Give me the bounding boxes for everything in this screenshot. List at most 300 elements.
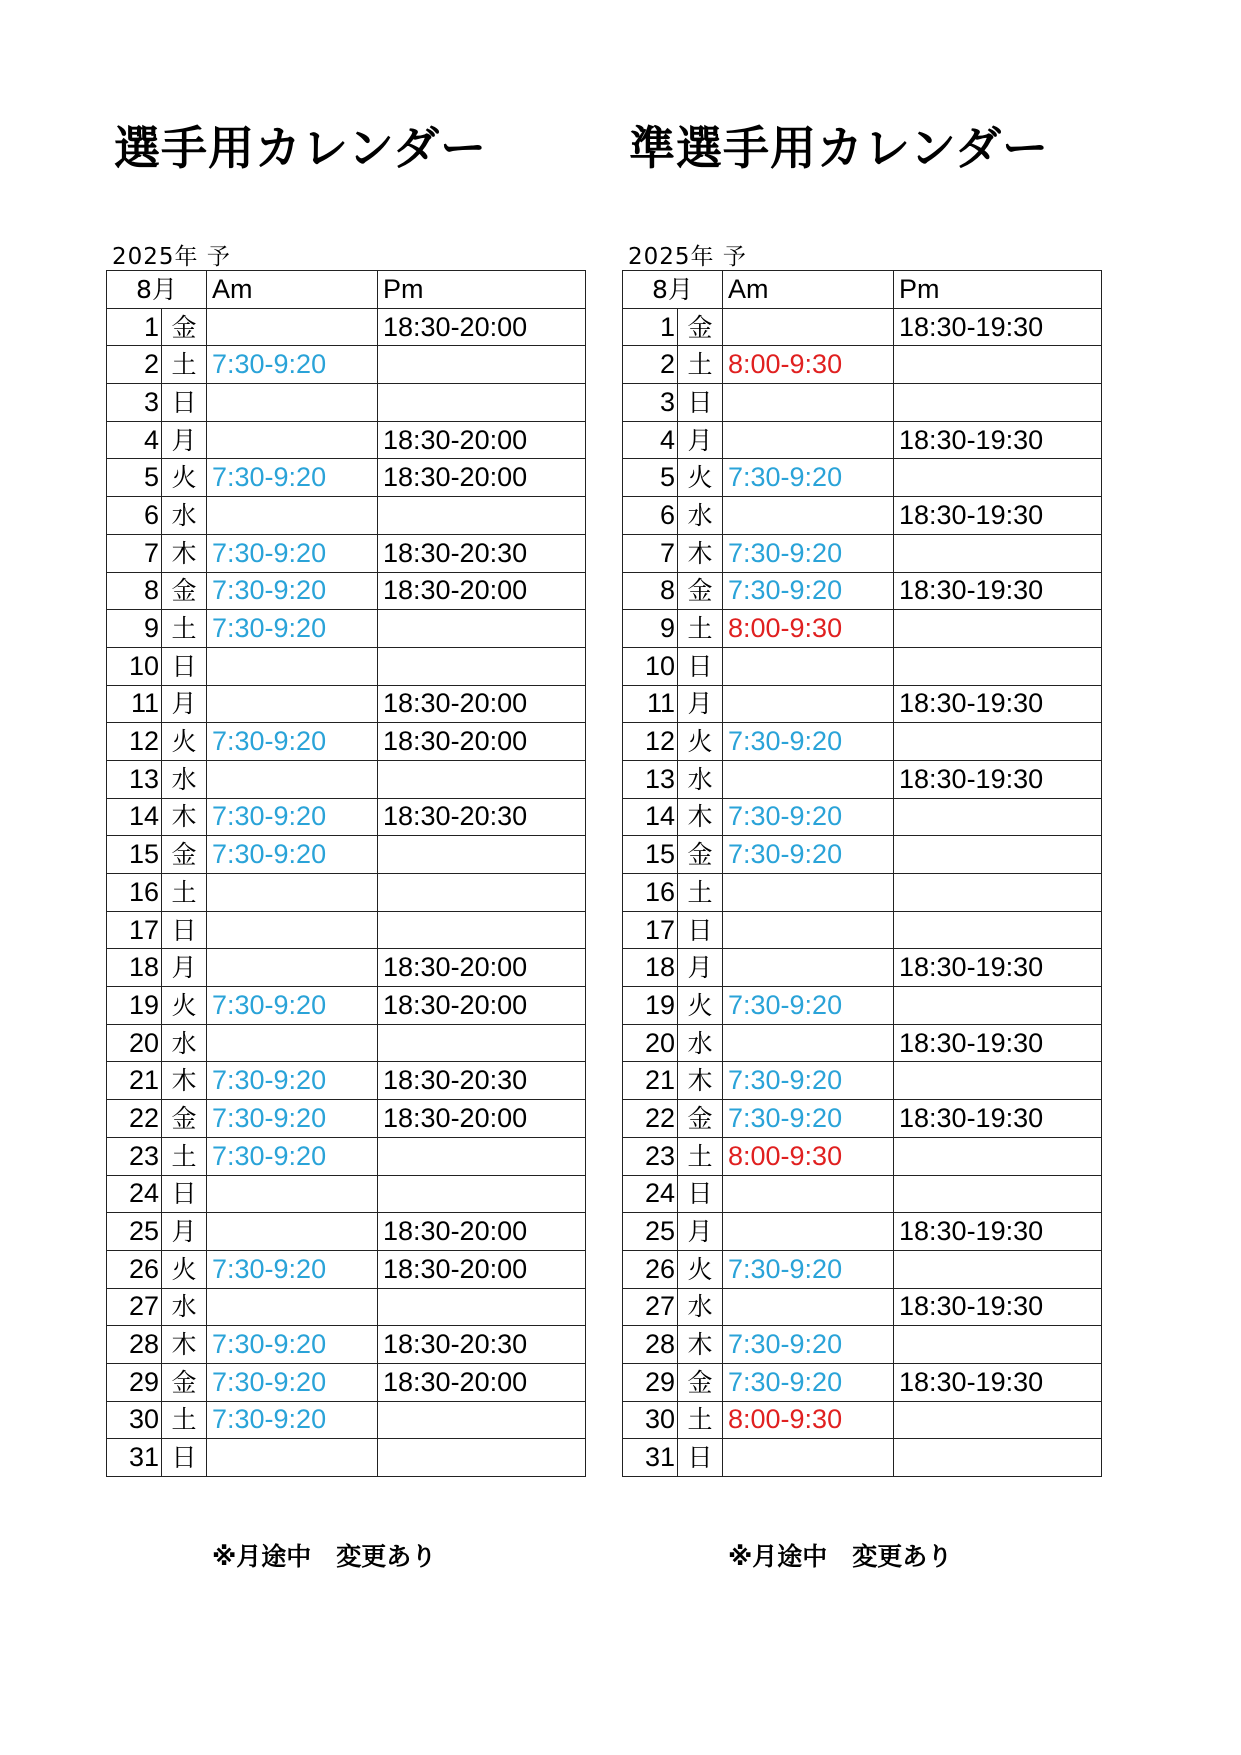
weekday: 木 [678,1062,723,1100]
day-number: 24 [623,1175,678,1213]
pm-time: 18:30-20:00 [378,949,586,987]
table-row [107,497,586,535]
table-row [623,1439,1102,1477]
pm-time [378,1439,586,1477]
pm-time [378,911,586,949]
pm-time: 18:30-19:30 [894,1100,1102,1138]
pm-column-header: Pm [894,271,1102,309]
am-time [723,1213,894,1251]
weekday: 金 [162,308,207,346]
am-time [723,308,894,346]
change-note: ※月途中 変更あり [728,1542,953,1571]
pm-time [894,836,1102,874]
am-time [723,874,894,912]
day-number: 2 [623,346,678,384]
pm-column-header: Pm [378,271,586,309]
table-row [623,1213,1102,1251]
am-time [207,760,378,798]
am-time: 7:30-9:20 [207,1062,378,1100]
weekday: 金 [162,1363,207,1401]
day-number: 5 [623,459,678,497]
pm-time: 18:30-20:30 [378,1062,586,1100]
am-time: 7:30-9:20 [207,1137,378,1175]
pm-time: 18:30-20:30 [378,1326,586,1364]
weekday: 火 [162,1250,207,1288]
am-time: 7:30-9:20 [723,836,894,874]
day-number: 16 [623,874,678,912]
weekday: 水 [678,1288,723,1326]
pm-time [378,1175,586,1213]
table-row [107,572,586,610]
pm-time: 18:30-20:00 [378,1100,586,1138]
weekday: 日 [678,384,723,422]
pm-time [894,1250,1102,1288]
pm-time [894,384,1102,422]
table-row [107,1326,586,1364]
am-time: 7:30-9:20 [723,534,894,572]
schedule-table [106,270,586,1477]
pm-time [894,610,1102,648]
pm-time [378,836,586,874]
table-row [107,1363,586,1401]
am-time [207,421,378,459]
day-number: 16 [107,874,162,912]
weekday: 土 [678,874,723,912]
table-row [107,1439,586,1477]
pm-time: 18:30-19:30 [894,497,1102,535]
day-number: 10 [107,647,162,685]
am-time [207,647,378,685]
am-time: 7:30-9:20 [207,987,378,1025]
am-time [207,308,378,346]
table-row [623,1137,1102,1175]
am-time: 7:30-9:20 [723,798,894,836]
pm-time: 18:30-19:30 [894,1363,1102,1401]
table-row [107,685,586,723]
weekday: 金 [162,1100,207,1138]
table-row [623,949,1102,987]
am-time [207,911,378,949]
pm-time [894,1062,1102,1100]
table-row [107,384,586,422]
pm-time: 18:30-20:00 [378,1250,586,1288]
day-number: 14 [623,798,678,836]
pm-time: 18:30-19:30 [894,1024,1102,1062]
day-number: 15 [623,836,678,874]
weekday: 月 [162,685,207,723]
am-time: 7:30-9:20 [207,346,378,384]
pm-time [378,1137,586,1175]
pm-time: 18:30-20:00 [378,308,586,346]
table-row [623,798,1102,836]
weekday: 水 [162,760,207,798]
am-time: 7:30-9:20 [207,572,378,610]
table-row [107,836,586,874]
weekday: 火 [678,723,723,761]
am-time [723,421,894,459]
table-row [107,421,586,459]
day-number: 25 [623,1213,678,1251]
pm-time: 18:30-20:00 [378,685,586,723]
day-number: 13 [623,760,678,798]
pm-time [894,798,1102,836]
pm-time: 18:30-20:00 [378,421,586,459]
day-number: 6 [107,497,162,535]
day-number: 3 [623,384,678,422]
table-row [107,346,586,384]
weekday: 土 [162,1401,207,1439]
am-time [207,949,378,987]
am-time [723,949,894,987]
table-row [107,1062,586,1100]
table-row [623,874,1102,912]
am-time [207,1175,378,1213]
am-time [207,685,378,723]
weekday: 火 [678,459,723,497]
day-number: 22 [107,1100,162,1138]
am-time [207,874,378,912]
month-header: 8月 [623,271,723,309]
weekday: 火 [162,459,207,497]
weekday: 金 [678,572,723,610]
am-time [723,685,894,723]
table-row [623,308,1102,346]
schedule-table [622,270,1102,1477]
pm-time: 18:30-20:00 [378,1363,586,1401]
pm-time [894,459,1102,497]
pm-time [894,1439,1102,1477]
weekday: 月 [162,1213,207,1251]
weekday: 火 [162,723,207,761]
day-number: 18 [107,949,162,987]
table-row [107,911,586,949]
weekday: 火 [162,987,207,1025]
day-number: 28 [623,1326,678,1364]
table-row [107,760,586,798]
year-label: 2025年 予 [628,244,747,270]
am-time: 7:30-9:20 [723,459,894,497]
table-row [107,1024,586,1062]
weekday: 日 [162,1175,207,1213]
weekday: 日 [162,647,207,685]
table-row [107,798,586,836]
am-time: 7:30-9:20 [723,1326,894,1364]
table-row [623,1024,1102,1062]
weekday: 木 [162,798,207,836]
weekday: 水 [162,1288,207,1326]
table-row [623,1062,1102,1100]
weekday: 木 [162,1326,207,1364]
calendar-title: 準選手用カレンダー [629,121,1050,175]
table-row [623,384,1102,422]
weekday: 水 [678,497,723,535]
table-header-row [623,271,1102,309]
pm-time [378,1024,586,1062]
weekday: 日 [678,1175,723,1213]
day-number: 30 [623,1401,678,1439]
weekday: 金 [162,836,207,874]
weekday: 木 [678,798,723,836]
day-number: 26 [623,1250,678,1288]
pm-time [378,384,586,422]
table-row [623,987,1102,1025]
table-header-row [107,271,586,309]
am-time: 7:30-9:20 [207,1326,378,1364]
weekday: 月 [678,1213,723,1251]
am-column-header: Am [723,271,894,309]
pm-time: 18:30-20:00 [378,987,586,1025]
table-row [623,1363,1102,1401]
day-number: 9 [623,610,678,648]
day-number: 5 [107,459,162,497]
am-time [723,497,894,535]
table-row [623,1250,1102,1288]
am-time: 7:30-9:20 [207,1401,378,1439]
weekday: 日 [678,911,723,949]
table-row [623,459,1102,497]
table-row [107,534,586,572]
am-time: 7:30-9:20 [723,987,894,1025]
day-number: 31 [107,1439,162,1477]
pm-time [894,1175,1102,1213]
am-time: 7:30-9:20 [207,836,378,874]
pm-time [894,987,1102,1025]
pm-time [378,1288,586,1326]
am-time: 7:30-9:20 [207,610,378,648]
pm-time: 18:30-20:00 [378,459,586,497]
day-number: 24 [107,1175,162,1213]
day-number: 22 [623,1100,678,1138]
pm-time: 18:30-20:30 [378,534,586,572]
am-time: 8:00-9:30 [723,1137,894,1175]
weekday: 土 [162,1137,207,1175]
pm-time [894,874,1102,912]
day-number: 21 [107,1062,162,1100]
calendar-title: 選手用カレンダー [114,121,488,175]
table-row [623,1100,1102,1138]
am-time: 7:30-9:20 [207,723,378,761]
day-number: 23 [623,1137,678,1175]
day-number: 18 [623,949,678,987]
weekday: 木 [678,534,723,572]
table-row [623,836,1102,874]
am-time: 7:30-9:20 [723,1100,894,1138]
day-number: 2 [107,346,162,384]
table-row [623,497,1102,535]
day-number: 25 [107,1213,162,1251]
day-number: 19 [107,987,162,1025]
table-row [107,1401,586,1439]
am-time: 7:30-9:20 [723,572,894,610]
day-number: 13 [107,760,162,798]
pm-time [894,1137,1102,1175]
weekday: 土 [162,346,207,384]
table-row [623,911,1102,949]
am-time: 7:30-9:20 [207,459,378,497]
am-time [207,1024,378,1062]
table-row [623,1175,1102,1213]
day-number: 11 [623,685,678,723]
am-time: 7:30-9:20 [207,1363,378,1401]
day-number: 26 [107,1250,162,1288]
day-number: 12 [623,723,678,761]
weekday: 日 [162,911,207,949]
am-time: 7:30-9:20 [723,723,894,761]
pm-time [378,346,586,384]
am-time: 7:30-9:20 [723,1250,894,1288]
weekday: 木 [162,534,207,572]
day-number: 4 [623,421,678,459]
am-time: 7:30-9:20 [207,1250,378,1288]
am-column-header: Am [207,271,378,309]
table-row [107,308,586,346]
day-number: 4 [107,421,162,459]
day-number: 23 [107,1137,162,1175]
table-row [623,346,1102,384]
day-number: 8 [107,572,162,610]
pm-time [378,760,586,798]
am-time: 7:30-9:20 [207,1100,378,1138]
am-time [723,760,894,798]
table-row [623,760,1102,798]
day-number: 21 [623,1062,678,1100]
table-row [107,1213,586,1251]
weekday: 水 [678,760,723,798]
pm-time [894,647,1102,685]
weekday: 月 [678,421,723,459]
day-number: 9 [107,610,162,648]
weekday: 金 [678,1100,723,1138]
am-time [723,1439,894,1477]
table-row [107,949,586,987]
weekday: 月 [162,421,207,459]
day-number: 12 [107,723,162,761]
pm-time [894,911,1102,949]
weekday: 金 [678,1363,723,1401]
weekday: 木 [678,1326,723,1364]
table-row [107,1175,586,1213]
day-number: 6 [623,497,678,535]
table-row [623,1401,1102,1439]
am-time: 7:30-9:20 [723,1062,894,1100]
change-note: ※月途中 変更あり [212,1542,437,1571]
year-label: 2025年 予 [112,244,231,270]
am-time [207,1213,378,1251]
weekday: 日 [162,384,207,422]
am-time [207,384,378,422]
table-row [623,421,1102,459]
pm-time [894,1326,1102,1364]
day-number: 1 [623,308,678,346]
weekday: 土 [678,1137,723,1175]
pm-time [894,723,1102,761]
table-row [623,534,1102,572]
table-row [107,874,586,912]
weekday: 土 [162,874,207,912]
weekday: 月 [678,949,723,987]
table-row [623,685,1102,723]
weekday: 土 [162,610,207,648]
weekday: 金 [678,308,723,346]
weekday: 水 [678,1024,723,1062]
pm-time [378,874,586,912]
day-number: 7 [623,534,678,572]
weekday: 土 [678,610,723,648]
day-number: 17 [107,911,162,949]
weekday: 日 [678,647,723,685]
weekday: 金 [678,836,723,874]
am-time: 8:00-9:30 [723,346,894,384]
day-number: 19 [623,987,678,1025]
pm-time [378,497,586,535]
day-number: 28 [107,1326,162,1364]
table-row [107,647,586,685]
pm-time [378,610,586,648]
pm-time [894,534,1102,572]
day-number: 11 [107,685,162,723]
am-time [723,1288,894,1326]
day-number: 3 [107,384,162,422]
pm-time: 18:30-19:30 [894,572,1102,610]
day-number: 8 [623,572,678,610]
am-time: 7:30-9:20 [207,534,378,572]
am-time [723,1024,894,1062]
pm-time: 18:30-19:30 [894,308,1102,346]
day-number: 15 [107,836,162,874]
day-number: 17 [623,911,678,949]
am-time: 8:00-9:30 [723,610,894,648]
am-time [207,1288,378,1326]
pm-time: 18:30-19:30 [894,1288,1102,1326]
day-number: 30 [107,1401,162,1439]
pm-time [894,346,1102,384]
table-row [107,1100,586,1138]
day-number: 20 [107,1024,162,1062]
weekday: 月 [678,685,723,723]
weekday: 火 [678,987,723,1025]
month-header: 8月 [107,271,207,309]
am-time [723,647,894,685]
am-time: 8:00-9:30 [723,1401,894,1439]
weekday: 月 [162,949,207,987]
am-time [207,1439,378,1477]
day-number: 7 [107,534,162,572]
weekday: 木 [162,1062,207,1100]
day-number: 29 [623,1363,678,1401]
pm-time: 18:30-19:30 [894,1213,1102,1251]
weekday: 日 [678,1439,723,1477]
weekday: 火 [678,1250,723,1288]
pm-time: 18:30-20:30 [378,798,586,836]
pm-time [378,1401,586,1439]
weekday: 土 [678,346,723,384]
pm-time: 18:30-19:30 [894,760,1102,798]
am-time [723,1175,894,1213]
table-row [107,723,586,761]
am-time: 7:30-9:20 [207,798,378,836]
day-number: 29 [107,1363,162,1401]
day-number: 1 [107,308,162,346]
weekday: 日 [162,1439,207,1477]
table-row [623,647,1102,685]
pm-time [378,647,586,685]
table-row [107,1250,586,1288]
pm-time: 18:30-20:00 [378,1213,586,1251]
pm-time: 18:30-20:00 [378,723,586,761]
pm-time: 18:30-19:30 [894,421,1102,459]
pm-time: 18:30-19:30 [894,685,1102,723]
pm-time [894,1401,1102,1439]
